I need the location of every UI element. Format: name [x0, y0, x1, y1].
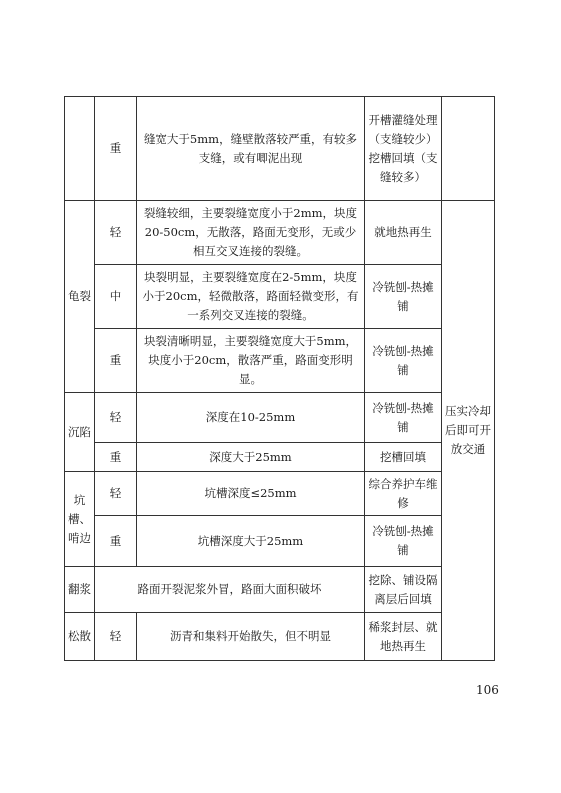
category-cell: 坑槽、啃边	[65, 472, 95, 567]
table-row	[65, 443, 495, 472]
table-row	[65, 265, 495, 329]
description-cell: 块裂清晰明显，主要裂缝宽度大于5mm，块度小于20cm，散落严重，路面变形明显。	[137, 329, 365, 393]
level-cell: 重	[95, 516, 137, 567]
level-cell: 轻	[95, 201, 137, 265]
table-row	[65, 516, 495, 567]
table-row	[65, 97, 495, 201]
traffic-note-cell: 压实冷却后即可开放交通	[442, 201, 495, 661]
description-cell: 块裂明显，主要裂缝宽度在2-5mm，块度小于20cm，轻微散落，路面轻微变形，有一系列交叉连接的裂缝。	[137, 265, 365, 329]
table-row	[65, 201, 495, 265]
table-row	[65, 393, 495, 443]
traffic-cell	[442, 97, 495, 201]
description-cell: 裂缝较细，主要裂缝宽度小于2mm，块度20-50cm，无散落，路面无变形，无或少相互交叉连接的裂缝。	[137, 201, 365, 265]
maintenance-table	[64, 96, 495, 661]
level-cell: 轻	[95, 613, 137, 661]
level-cell: 重	[95, 329, 137, 393]
description-cell: 缝宽大于5mm，缝壁散落较严重，有较多支缝，或有唧泥出现	[137, 97, 365, 201]
table-row	[65, 567, 495, 613]
measure-cell: 挖除、铺设隔离层后回填	[365, 567, 442, 613]
measure-cell: 综合养护车维修	[365, 472, 442, 516]
measure-cell: 稀浆封层、就地热再生	[365, 613, 442, 661]
level-cell: 重	[95, 97, 137, 201]
measure-cell: 挖槽回填	[365, 443, 442, 472]
category-cell: 翻浆	[65, 567, 95, 613]
level-cell: 中	[95, 265, 137, 329]
description-cell: 坑槽深度大于25mm	[137, 516, 365, 567]
category-cell: 龟裂	[65, 201, 95, 393]
measure-cell: 冷铣刨-热摊铺	[365, 516, 442, 567]
table-row	[65, 472, 495, 516]
category-cell: 沉陷	[65, 393, 95, 472]
category-cell: 松散	[65, 613, 95, 661]
level-cell: 轻	[95, 472, 137, 516]
table-row	[65, 329, 495, 393]
description-cell: 路面开裂泥浆外冒，路面大面积破坏	[95, 567, 365, 613]
description-cell: 深度大于25mm	[137, 443, 365, 472]
category-cell	[65, 97, 95, 201]
measure-cell: 就地热再生	[365, 201, 442, 265]
measure-cell: 冷铣刨-热摊铺	[365, 393, 442, 443]
measure-cell: 冷铣刨-热摊铺	[365, 265, 442, 329]
description-cell: 深度在10-25mm	[137, 393, 365, 443]
level-cell: 重	[95, 443, 137, 472]
table-row	[65, 613, 495, 661]
description-cell: 沥青和集料开始散失，但不明显	[137, 613, 365, 661]
level-cell: 轻	[95, 393, 137, 443]
measure-cell: 冷铣刨-热摊铺	[365, 329, 442, 393]
measure-cell: 开槽灌缝处理（支缝较少）挖槽回填（支缝较多）	[365, 97, 442, 201]
description-cell: 坑槽深度≤25mm	[137, 472, 365, 516]
page-number: 106	[476, 683, 499, 697]
